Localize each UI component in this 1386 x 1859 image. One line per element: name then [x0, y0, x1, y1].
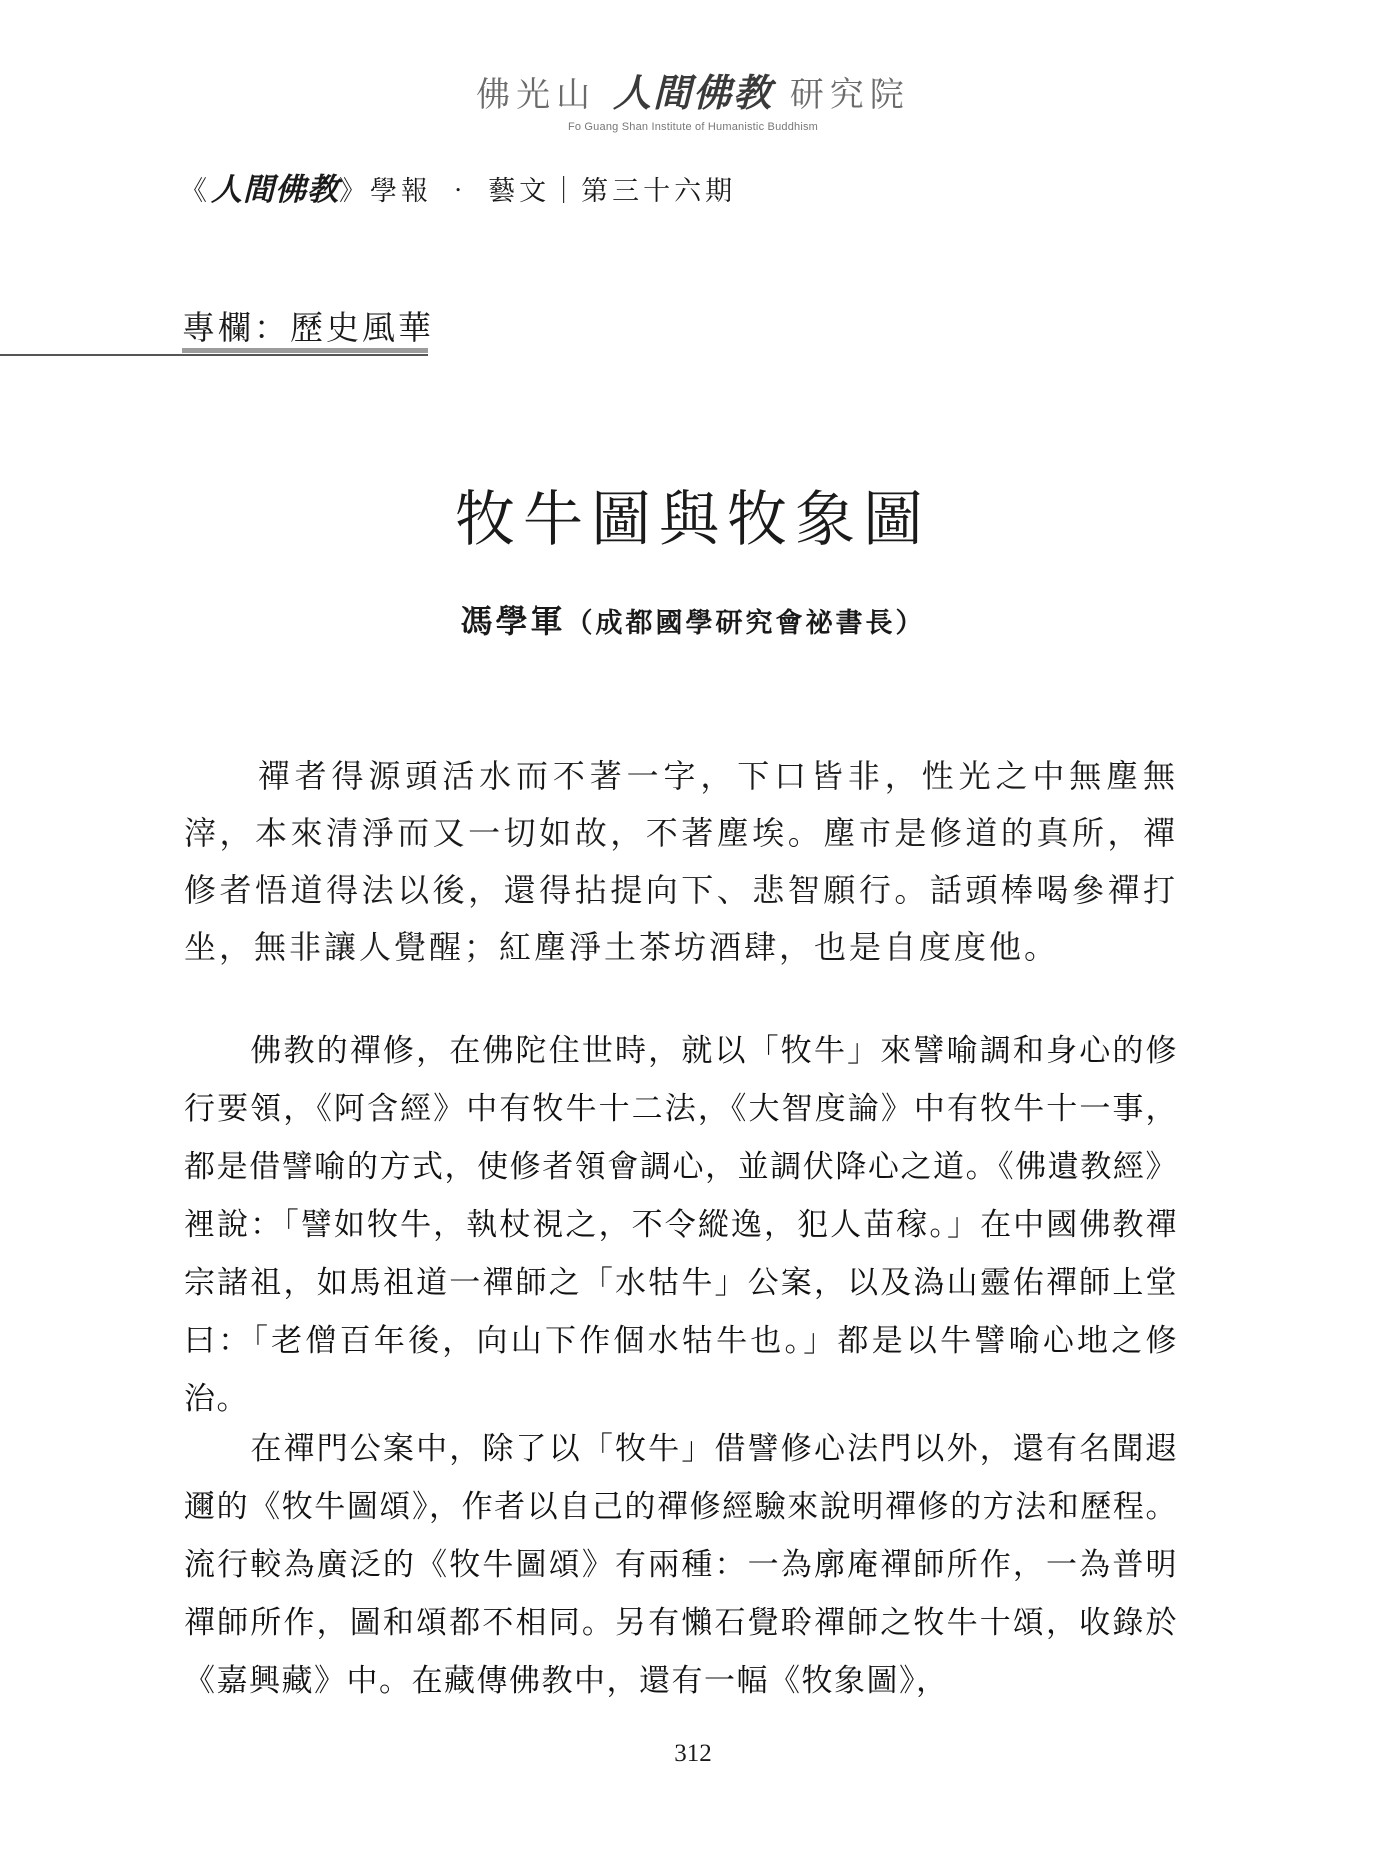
author-affiliation: （成都國學研究會祕書長）	[565, 608, 926, 639]
intro-text: 禪者得源頭活水而不著一字，下口皆非，性光之中無塵無滓，本來清淨而又一切如故，不著塵埃。塵市是修道的真所，禪修者悟道得法以後，還得拈提向下、悲智願行。話頭棒喝參禪打坐，無非讓人覺醒；紅塵淨土茶坊酒肆，也是自度度他。	[184, 757, 1178, 966]
body-text-1: 佛教的禪修，在佛陀住世時，就以「牧牛」來譬喻調和身心的修行要領，《阿含經》中有牧牛十二法，《大智度論》中有牧牛十一事，都是借譬喻的方式，使修者領會調心，並調伏降心之道。《佛遺教經》裡說：「譬如牧牛，執杖視之，不令縱逸，犯人苗稼。」在中國佛教禪宗諸祖，如馬祖道一禪師之「水牯牛」公案，以及溈山靈佑禪師上堂曰：「老僧百年後，向山下作個水牯牛也。」都是以牛譬喻心地之修治。	[184, 1033, 1178, 1417]
body-paragraph-2	[184, 1420, 1178, 1710]
journal-logo: 人間佛教	[211, 172, 339, 208]
journal-issue: 》學報 ‧ 藝文｜第三十六期	[339, 176, 737, 207]
article-title: 牧牛圖與牧象圖	[455, 485, 931, 555]
institute-english-name: Fo Guang Shan Institute of Humanistic Buddhism	[567, 121, 819, 133]
column-divider	[0, 354, 428, 356]
intro-paragraph	[184, 748, 1178, 976]
body-paragraph-1	[184, 1022, 1178, 1428]
body-text-2: 在禪門公案中，除了以「牧牛」借譬修心法門以外，還有名聞遐邇的《牧牛圖頌》，作者以自己的禪修經驗來說明禪修的方法和歷程。流行較為廣泛的《牧牛圖頌》有兩種：一為廓庵禪師所作，一為普明禪師所作，圖和頌都不相同。另有懶石覺聆禪師之牧牛十頌，收錄於《嘉興藏》中。在藏傳佛教中，還有一幅《牧象圖》，	[184, 1431, 1178, 1699]
column-label: 專欄：歷史風華	[182, 308, 434, 347]
author-name: 馮學軍	[460, 602, 566, 640]
author-line	[0, 596, 1386, 642]
column-underline	[182, 348, 428, 353]
institute-suffix: 研究院	[789, 75, 910, 115]
journal-header	[180, 164, 736, 209]
institute-logo: 人間佛教	[612, 70, 773, 115]
page-number: 312	[674, 1740, 712, 1767]
institute-header	[0, 62, 1386, 133]
institute-name	[0, 62, 1386, 117]
journal-open-bracket: 《	[180, 176, 211, 207]
institute-prefix: 佛光山	[476, 75, 597, 115]
